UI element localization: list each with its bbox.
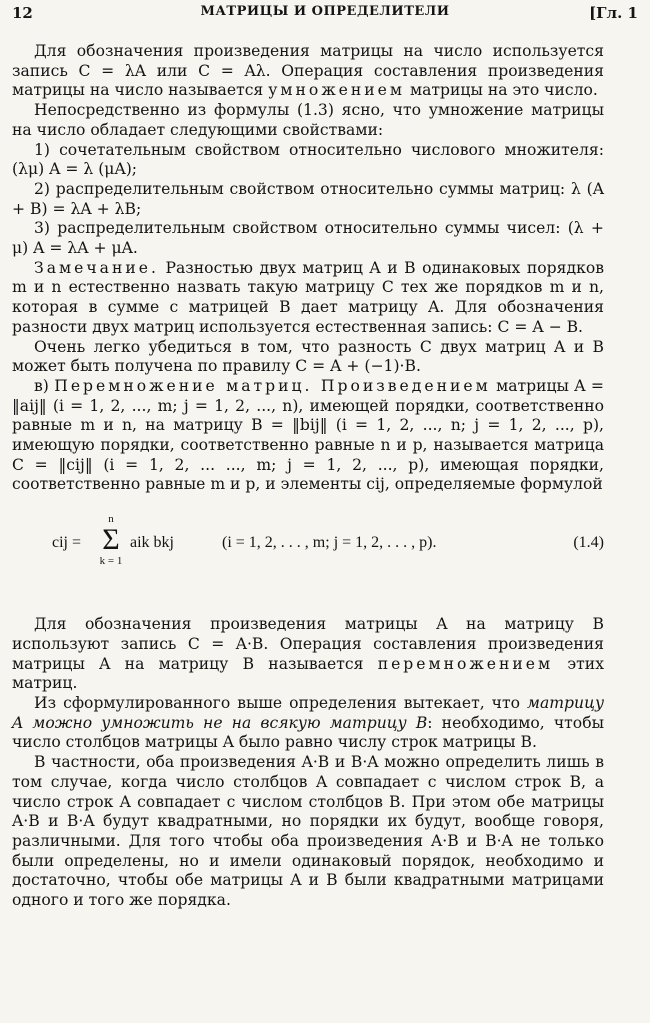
sum-symbol	[96, 513, 126, 567]
paragraph-condition: Из сформулированного выше определения вытекает, что матрицу A можно умножить не на всякую матрицу B: необходимо, чтобы число столбцов матрицы A было равно числу строк матрицы B.	[12, 693, 604, 752]
paragraph-scalar-product: Для обозначения произведения матрицы на число используется запись C = λA или C = Aλ. Операция составления произведения матрицы на число называется умножением матрицы на это число.	[12, 42, 604, 100]
chapter-marker: [Гл. 1	[589, 4, 638, 22]
paragraph-property-1: 1) сочетательным свойством относительно числового множителя: (λμ) A = λ (μA);	[12, 140, 604, 179]
formula-number: (1.4)	[573, 534, 604, 552]
sum-lower-limit: k = 1	[99, 555, 123, 568]
sum-upper-limit: n	[108, 513, 114, 526]
paragraph-square-matrices: В частности, оба произведения A·B и B·A можно определить лишь в том случае, когда число столбцов A совпадает с числом строк B, а число строк A совпадает с числом столбцов B. При этом обе матрицы A·B и B·A будут квадратными, но порядки их будут, вообще говоря, различными. Для того чтобы оба произведения A·B и B·A не только были определены, но и имели одинаковый порядок, необходимо и достаточно, чтобы обе матрицы A и B были квадратными матрицами одного и того же порядка.	[12, 753, 604, 910]
formula-1-4	[12, 513, 604, 575]
formula-condition: (i = 1, 2, . . . , m; j = 1, 2, . . . , p).	[222, 534, 437, 552]
sigma-glyph: Σ	[102, 523, 120, 557]
paragraph-properties-intro: Непосредственно из формулы (1.3) ясно, что умножение матрицы на число обладает следующими свойствами:	[12, 101, 604, 139]
paragraph-remark: Замечание. Разностью двух матриц A и B одинаковых порядков m и n естественно назвать такую матрицу C тех же порядков m и n, которая в сумме с матрицей B дает матрицу A. Для обозначения разности двух матриц используется естественная запись: C = A − B.	[12, 258, 604, 336]
paragraph-matrix-multiplication: в) Перемножение матриц. Произведением матрицы A = ‖aij‖ (i = 1, 2, ..., m; j = 1, 2, ..., n), имеющей порядки, соответственно равные m и n, на матрицу B = ‖bij‖ (i = 1, 2, ..., n; j = 1, 2, ..., p), имеющую порядки, соответственно равные n и p, называется матрица C = ‖cij‖ (i = 1, 2, ... ..., m; j = 1, 2, ..., p), имеющая порядки, соответственно равные m и p, и элементы cij, определяемые формулой	[12, 376, 604, 494]
page-body	[12, 42, 604, 911]
formula-lhs: cij =	[52, 534, 82, 552]
paragraph-property-3: 3) распределительным свойством относительно суммы чисел: (λ + μ) A = λA + μA.	[12, 219, 604, 258]
page-number: 12	[12, 4, 33, 22]
paragraph-property-2: 2) распределительным свойством относительно суммы матриц: λ (A + B) = λA + λB;	[12, 179, 604, 218]
paragraph-difference: Очень легко убедиться в том, что разность C двух матриц A и B может быть получена по правилу C = A + (−1)·B.	[12, 337, 604, 376]
running-head: МАТРИЦЫ И ОПРЕДЕЛИТЕЛИ	[200, 4, 450, 19]
page-header	[12, 4, 638, 26]
formula-summand: aik bkj	[130, 534, 174, 552]
paragraph-product-notation: Для обозначения произведения матрицы A на матрицу B используют запись C = A·B. Операция составления произведения матрицы A на матрицу B называется перемножением этих матриц.	[12, 615, 604, 693]
